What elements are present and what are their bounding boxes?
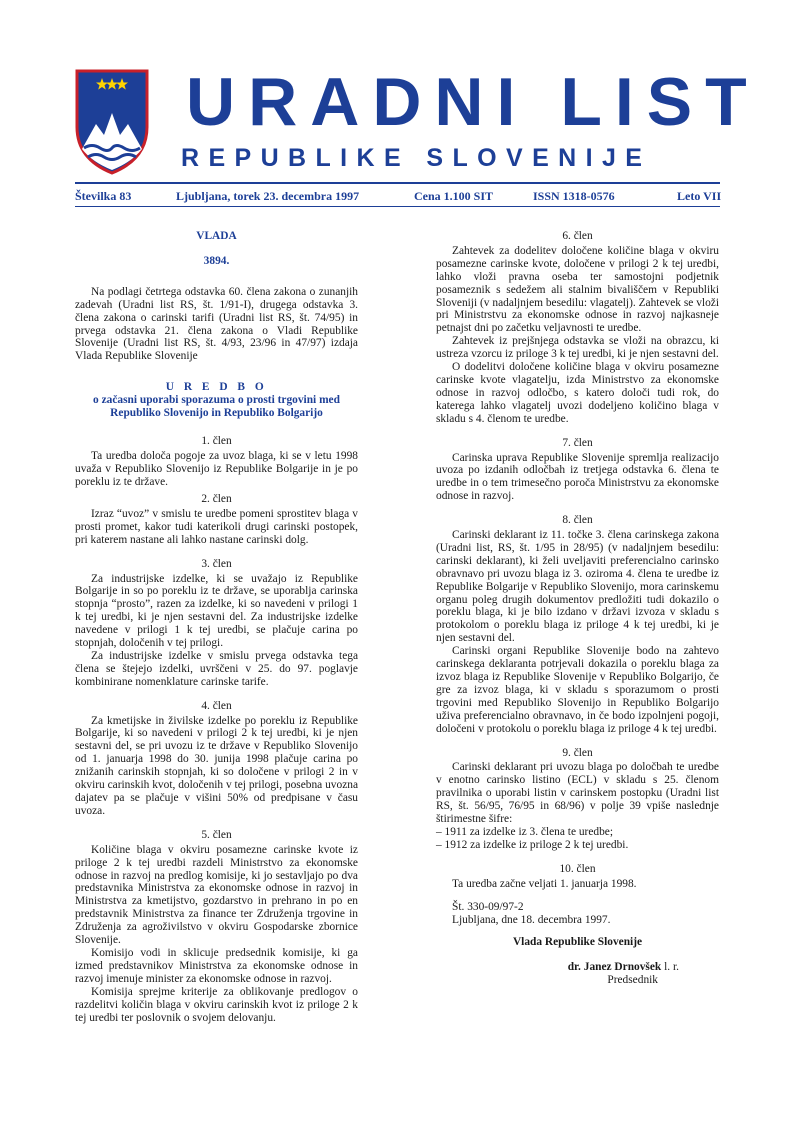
issue-number: Številka 83 bbox=[75, 189, 132, 203]
preamble: Na podlagi četrtega odstavka 60. člena zakona o zunanjih zadevah (Uradni list RS, št. 1/91-I), drugega odstavka 3. člena zakona o carinski tarifi (Uradni list RS, št. 74/95) in prvega odstavka 21. člena zakona o Vladi Republike Slovenije (Uradni list RS, št. 4/93, 23/96 in 47/97) izdaja Vlada Republike Slovenije bbox=[75, 285, 358, 363]
article-paragraph: Količine blaga v okviru posamezne carinske kvote iz priloge 2 k tej uredbi razdeli Ministrstvo za ekonomske odnose in razvoj na predlog komisije, ki jo sestavljajo po dva predstavnika Ministrstva za ekonomske odnose in razvoj in Ministrstva za kmetijstvo, gozdarstvo in prehrano in po en predstavnik Ministrstva za finance ter Združenja trgovine in Združenja za agroživilstvo v okviru Gospodarske zbornice Slovenije. bbox=[75, 843, 358, 947]
article-heading: 6. člen bbox=[562, 230, 593, 242]
article-heading: 8. člen bbox=[562, 514, 593, 527]
article-paragraph: O dodelitvi določene količine blaga v okviru posamezne carinske kvote vlagatelju, izda Ministrstvo za ekonomske odnose in razvoj odločbo, s katero določi tudi rok, do katerega lahko vlagatelj uvozi dodeljeno količino blaga v skladu s 4. členom te uredbe. bbox=[436, 361, 719, 425]
slovenian-coat-of-arms-icon bbox=[74, 69, 150, 175]
reference-number: Št. 330-09/97-2 bbox=[452, 900, 524, 913]
document-number: 3894. bbox=[203, 254, 230, 267]
signer-title: Predsednik bbox=[607, 974, 658, 987]
article-paragraph: Zahtevek za dodelitev določene količine blaga v okviru posamezne carinske kvote, določene v prilogi 2 k tej uredbi, lahko vloži pravna oseba ter samostojni podjetnik posameznik s sedežem ali stalnim bivališčem v Republiki Sloveniji (v nadaljnjem besedilu: vlagatelj). Zahtevek se vloži pri Ministrstvu za ekonomske odnose in razvoj najkasneje petnajst dni po začetku veljavnosti te uredbe. bbox=[436, 244, 719, 335]
article-paragraph: Ta uredba začne veljati 1. januarja 1998. bbox=[452, 877, 637, 890]
article-paragraph: Carinska uprava Republike Slovenije spremlja realizacijo uvoza po izdanih odločbah iz tretjega odstavka 6. člena te uredbe in o tem trimesečno poroča Ministrstvu za ekonomske odnose in razvoj. bbox=[436, 451, 719, 503]
list-item: – 1912 za izdelke iz priloge 2 k tej uredbi. bbox=[436, 838, 629, 851]
article-paragraph: Carinski organi Republike Slovenije bodo na zahtevo carinskega deklaranta potrjevali dokazila o poreklu blaga za izvoz blaga iz Republike Slovenije v Republiko Bolgarijo, če gre za izvoz blaga, ki v skladu s sporazumom o prosti trgovini med Republiko Slovenijo in Republiko Bolgarijo uživa preferencialno obravnavo, in če bodo izpolnjeni pogoji, določeni v protokolu o poreklu blaga iz priloge 4 k tej uredbi. bbox=[436, 645, 719, 735]
issue-place-date: Ljubljana, torek 23. decembra 1997 bbox=[176, 189, 360, 203]
place-date: Ljubljana, dne 18. decembra 1997. bbox=[452, 913, 611, 926]
issn: ISSN 1318-0576 bbox=[533, 189, 615, 203]
article-paragraph: Carinski deklarant pri uvozu blaga po določbah te uredbe v enotno carinsko listino (ECL) v skladu s 25. členom pravilnika o uporabi listin v carinskem postopku (Uradni list RS, št. 56/95, 76/95 in 68/96) v polje 39 vpiše naslednje štirimestne šifre: bbox=[436, 761, 719, 826]
decree-subtitle: o začasni uporabi sporazuma o prosti trgovini med Republiko Slovenijo in Republiko Bolgarijo bbox=[93, 394, 340, 419]
article-paragraph: Za kmetijske in živilske izdelke po poreklu iz Republike Bolgarije, ki so navedeni v prilogi 2 k tej uredbi, ki je njen sestavni del, se pri uvozu iz te države v Republiko Slovenijo od 1. januarja 1998 do 30. junija 1998 plačuje carina po znižanih carinskih stopnjah, ki so določene v prilogi 2 in v okviru carinskih kvot, določenih v tej prilogi, posebna uvozna dajatev pa se plačuje v višini 50% od predpisane v času uvoza. bbox=[75, 714, 358, 817]
issue-price: Cena 1.100 SIT bbox=[414, 189, 494, 203]
decree-title: U R E D B O bbox=[165, 381, 268, 394]
article-heading: 4. člen bbox=[201, 699, 232, 712]
article-paragraph: Carinski deklarant iz 11. točke 3. člena carinskega zakona (Uradni list, RS, št. 1/95 in 28/95) (v nadaljnjem besedilu: carinski deklarant), ki želi uveljaviti preferencialno carinsko obravnavo pri uvozu blaga iz 3. oziroma 4. člena te uredbe iz Republike Bolgarije v Republiko Slovenijo, mora carinskemu organu poleg drugih dokumentov predložiti tudi dokazilo o poreklu blaga, ki je bilo izdano v državi izvoza v skladu s protokolom o poreklu blaga iz priloge 4 k tej uredbi, ki je njen sestavni del. bbox=[436, 529, 719, 645]
masthead-title: URADNI LIST bbox=[186, 64, 760, 140]
article-paragraph: Komisijo vodi in sklicuje predsednik komisije, ki ga izmed predstavnikov Ministrstva za ekonomske odnose in razvoj imenuje minister za ekonomske odnose in razvoj. bbox=[75, 946, 358, 985]
article-heading: 1. člen bbox=[201, 435, 232, 448]
article-heading: 9. člen bbox=[562, 746, 593, 759]
header-rule-bottom bbox=[75, 206, 720, 207]
article-paragraph: Za industrijske izdelke v smislu prvega odstavka tega člena se štejejo izdelki, uvrščeni v 25. do 97. poglavje kombinirane nomenklature carinske tarife. bbox=[75, 649, 358, 688]
article-heading: 7. člen bbox=[562, 436, 593, 449]
section-heading: VLADA bbox=[196, 230, 237, 242]
article-heading: 5. člen bbox=[201, 828, 232, 841]
header-rule-top bbox=[75, 182, 720, 184]
signer-name-line bbox=[436, 961, 719, 974]
signer-name: dr. Janez Drnovšek bbox=[567, 961, 662, 974]
article-heading: 3. člen bbox=[201, 557, 232, 570]
signer-note: l. r. bbox=[661, 961, 679, 974]
article-paragraph: Izraz “uvoz” v smislu te uredbe pomeni sprostitev blaga v prosti promet, kakor tudi katerikoli drugi carinski postopek, pri katerem nastane ali lahko nastane carinski dolg. bbox=[75, 507, 358, 546]
article-paragraph: Za industrijske izdelke, ki se uvažajo iz Republike Bolgarije in so po poreklu iz te države, se uporablja carinska stopnja “prosto”, razen za izdelke, ki so navedeni v prilogi 1 k tej uredbi, ki je njen sestavni del. Za industrijske izdelke navedene v prilogi 1 k tej uredbi, se plačuje carina po stopnjah, določenih v tej prilogi. bbox=[75, 572, 358, 650]
article-heading: 10. člen bbox=[559, 862, 596, 875]
article-paragraph: Ta uredba določa pogoje za uvoz blaga, ki se v letu 1998 uvaža v Republiko Slovenijo iz Republike Bolgarije in je po poreklu iz te države. bbox=[75, 450, 358, 489]
left-column bbox=[75, 226, 358, 1024]
volume: Leto VII bbox=[677, 189, 722, 203]
signer-organization: Vlada Republike Slovenije bbox=[512, 936, 643, 949]
right-column bbox=[436, 226, 719, 987]
article-paragraph: Zahtevek iz prejšnjega odstavka se vloži na obrazcu, ki ustreza vzorcu iz priloge 3 k tej uredbi, ki je njen sestavni del. bbox=[436, 335, 719, 361]
article-paragraph: Komisija sprejme kriterije za oblikovanje predlogov o razdelitvi količin blaga v okviru carinskih kvot iz priloge 2 k tej uredbi ter poslovnik o svojem delovanju. bbox=[75, 985, 358, 1024]
article-heading: 2. člen bbox=[201, 492, 232, 505]
list-item: – 1911 za izdelke iz 3. člena te uredbe; bbox=[436, 825, 613, 838]
masthead-subtitle: REPUBLIKE SLOVENIJE bbox=[181, 144, 652, 172]
